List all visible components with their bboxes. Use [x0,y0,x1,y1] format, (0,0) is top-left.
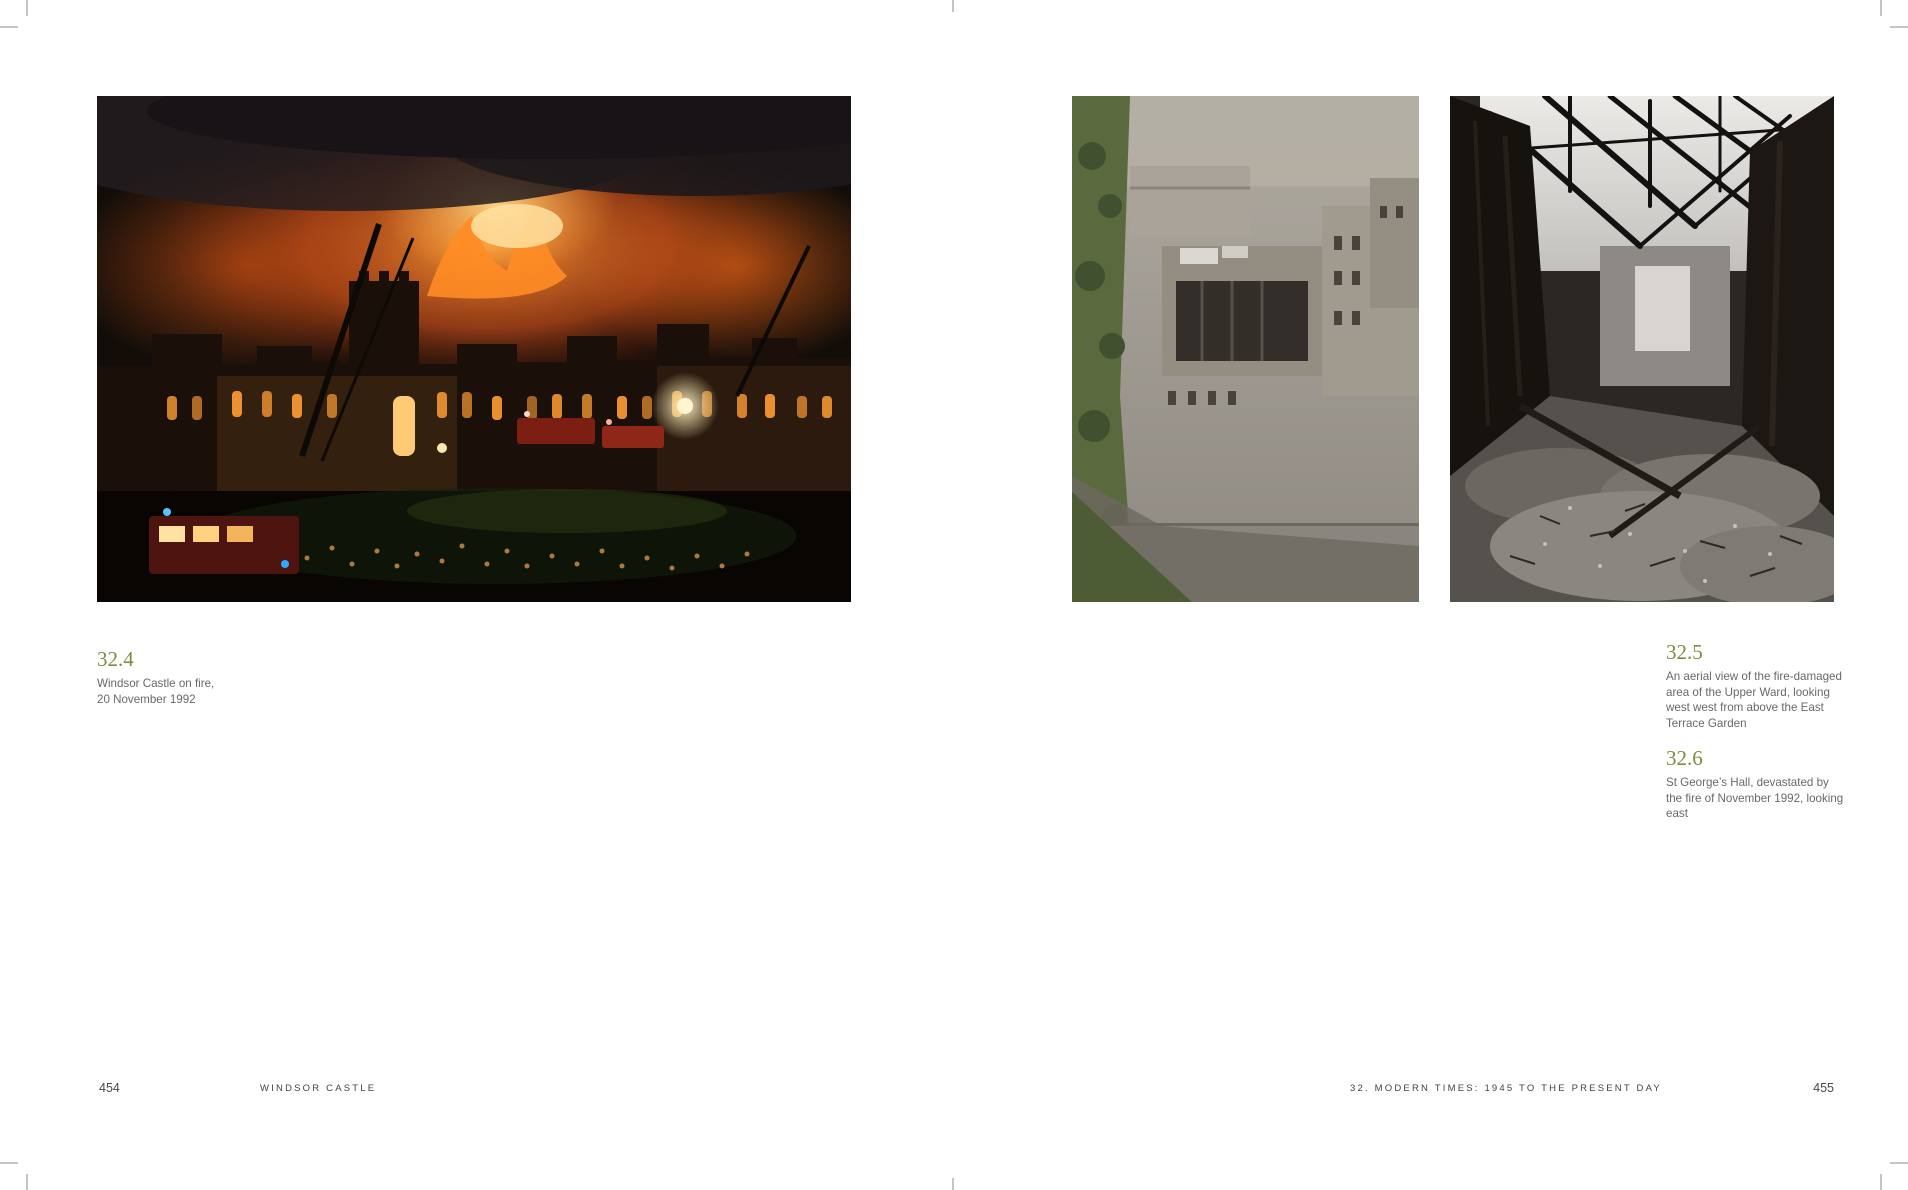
figure-caption-text: An aerial view of the fire-damaged area of the Upper Ward, looking west west from above the East Terrace Garden [1666,670,1842,730]
hall-ruins-illustration [1450,96,1834,602]
crop-mark [1880,1174,1882,1190]
crop-mark [0,26,18,28]
fire-photo-illustration [97,96,851,602]
page-footer-left [97,1081,851,1099]
page-footer-right [1072,1081,1834,1099]
running-head: 32. MODERN TIMES: 1945 TO THE PRESENT DAY [1350,1083,1662,1094]
fire-photo [97,96,851,602]
gutter-crop-mark [952,0,954,12]
figure-number: 32.5 [1666,640,1703,664]
page-number: 455 [1813,1081,1834,1095]
aerial-photo-illustration [1072,96,1419,602]
aerial-photo [1072,96,1419,602]
crop-mark [1890,1162,1908,1164]
figure-caption-text: St George’s Hall, devastated by the fire of November 1992, looking east [1666,776,1844,820]
crop-mark [26,0,28,16]
running-head: WINDSOR CASTLE [260,1083,377,1094]
crop-mark [0,1162,18,1164]
gutter-crop-mark [952,1178,954,1190]
figure-number: 32.6 [1666,746,1703,770]
crop-mark [26,1174,28,1190]
figure-number: 32.4 [97,647,134,671]
figure-caption-text [97,676,247,707]
hall-ruins-photo [1450,96,1834,602]
caption-line: 20 November 1992 [97,692,196,706]
page-number: 454 [99,1081,120,1095]
figure-caption-32-4 [97,648,247,707]
caption-line: Windsor Castle on fire, [97,677,215,690]
crop-mark [1890,26,1908,28]
crop-mark [1880,0,1882,16]
figure-captions-right [1666,641,1844,822]
